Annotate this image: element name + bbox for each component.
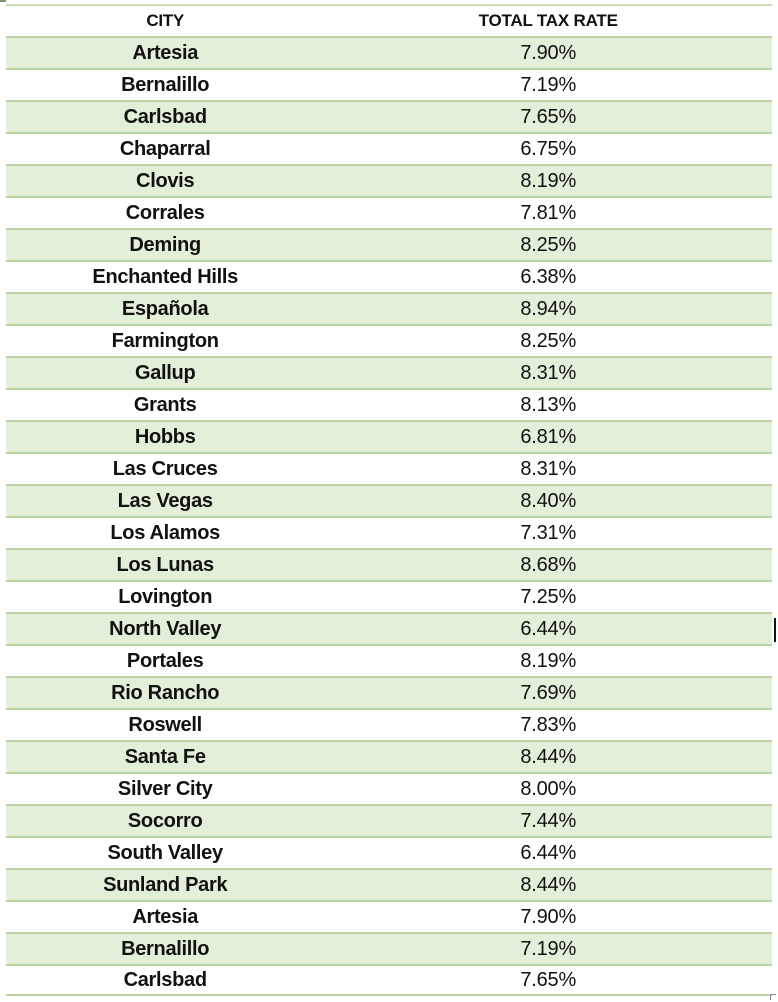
table-row <box>6 580 772 612</box>
city-cell: Chaparral <box>119 137 211 160</box>
city-cell: Lovington <box>118 585 213 608</box>
tax-rate-cell: 7.83% <box>520 713 577 736</box>
tax-rate-cell: 8.25% <box>520 329 577 352</box>
city-cell: Española <box>121 297 209 320</box>
city-cell: Grants <box>133 393 197 416</box>
tax-rate-cell: 8.44% <box>520 745 577 768</box>
city-cell: Clovis <box>136 169 195 192</box>
tax-rate-cell: 7.44% <box>520 809 577 832</box>
city-cell: Hobbs <box>134 425 196 448</box>
table-row <box>6 900 772 932</box>
city-cell: North Valley <box>109 617 222 640</box>
table-row <box>6 484 772 516</box>
tax-rate-cell: 7.90% <box>520 905 577 928</box>
city-cell: Bernalillo <box>121 937 210 960</box>
table-row <box>6 548 772 580</box>
city-cell: Los Alamos <box>110 521 220 544</box>
table-row <box>6 708 772 740</box>
city-cell: Carlsbad <box>123 968 207 991</box>
table-row <box>6 260 772 292</box>
city-cell: Santa Fe <box>124 745 206 768</box>
tax-rate-cell: 8.44% <box>520 873 577 896</box>
table-row <box>6 452 772 484</box>
tax-rate-cell: 7.19% <box>520 937 577 960</box>
tax-rate-cell: 7.31% <box>520 521 577 544</box>
table-row <box>6 932 772 964</box>
city-cell: Artesia <box>132 41 199 64</box>
header-total-tax-rate: TOTAL TAX RATE <box>478 11 618 30</box>
table-row <box>6 228 772 260</box>
tax-rate-cell: 6.44% <box>520 617 577 640</box>
corner-marker <box>0 0 6 2</box>
tax-rate-cell: 8.94% <box>520 297 577 320</box>
city-cell: Portales <box>126 649 204 672</box>
city-cell: Las Vegas <box>117 489 213 512</box>
city-cell: Las Cruces <box>112 457 218 480</box>
header-city: CITY <box>146 11 184 30</box>
table-row <box>6 676 772 708</box>
table-row <box>6 164 772 196</box>
tax-rate-cell: 8.13% <box>520 393 577 416</box>
table-row <box>6 100 772 132</box>
table-row <box>6 132 772 164</box>
table-row <box>6 356 772 388</box>
tax-rate-cell: 8.40% <box>520 489 577 512</box>
city-cell: Sunland Park <box>103 873 228 896</box>
tax-rate-cell: 7.90% <box>520 41 577 64</box>
city-cell: Deming <box>129 233 201 256</box>
tax-rate-cell: 7.19% <box>520 73 577 96</box>
table-body <box>6 36 772 996</box>
table-row <box>6 836 772 868</box>
city-cell: Los Lunas <box>116 553 214 576</box>
table-row <box>6 516 772 548</box>
tax-rate-cell: 8.25% <box>520 233 577 256</box>
tax-rate-table <box>6 4 772 996</box>
tax-rate-cell: 6.38% <box>520 265 577 288</box>
tax-rate-cell: 6.44% <box>520 841 577 864</box>
table-row <box>6 964 772 996</box>
tax-rate-cell: 7.69% <box>520 681 577 704</box>
tax-rate-cell: 6.75% <box>520 137 577 160</box>
table-row <box>6 68 772 100</box>
city-cell: Roswell <box>128 713 202 736</box>
city-cell: Socorro <box>127 809 203 832</box>
text-cursor <box>774 618 776 642</box>
city-cell: Rio Rancho <box>111 681 220 704</box>
tax-rate-cell: 7.65% <box>520 968 577 991</box>
tax-rate-cell: 7.81% <box>520 201 577 224</box>
table-row <box>6 740 772 772</box>
table-row <box>6 644 772 676</box>
city-cell: Enchanted Hills <box>92 265 238 288</box>
city-cell: Bernalillo <box>121 73 210 96</box>
city-cell: South Valley <box>107 841 223 864</box>
tax-rate-cell: 8.31% <box>520 457 577 480</box>
tax-rate-cell: 8.00% <box>520 777 577 800</box>
resize-handle-icon[interactable] <box>770 994 776 1000</box>
tax-rate-cell: 8.19% <box>520 649 577 672</box>
city-cell: Silver City <box>117 777 213 800</box>
table-row <box>6 196 772 228</box>
city-cell: Gallup <box>134 361 196 384</box>
city-cell: Farmington <box>111 329 219 352</box>
table-row <box>6 772 772 804</box>
table-row <box>6 324 772 356</box>
tax-rate-cell: 8.68% <box>520 553 577 576</box>
tax-rate-cell: 8.19% <box>520 169 577 192</box>
table-row <box>6 804 772 836</box>
table-header-row <box>6 4 772 36</box>
table-row <box>6 388 772 420</box>
city-cell: Artesia <box>132 905 199 928</box>
city-cell: Carlsbad <box>123 105 207 128</box>
table-row <box>6 292 772 324</box>
tax-rate-cell: 7.25% <box>520 585 577 608</box>
table-row <box>6 868 772 900</box>
tax-rate-cell: 6.81% <box>520 425 577 448</box>
city-cell: Corrales <box>125 201 205 224</box>
table-row <box>6 36 772 68</box>
tax-rate-cell: 8.31% <box>520 361 577 384</box>
table-row <box>6 612 772 644</box>
table-row <box>6 420 772 452</box>
tax-rate-cell: 7.65% <box>520 105 577 128</box>
